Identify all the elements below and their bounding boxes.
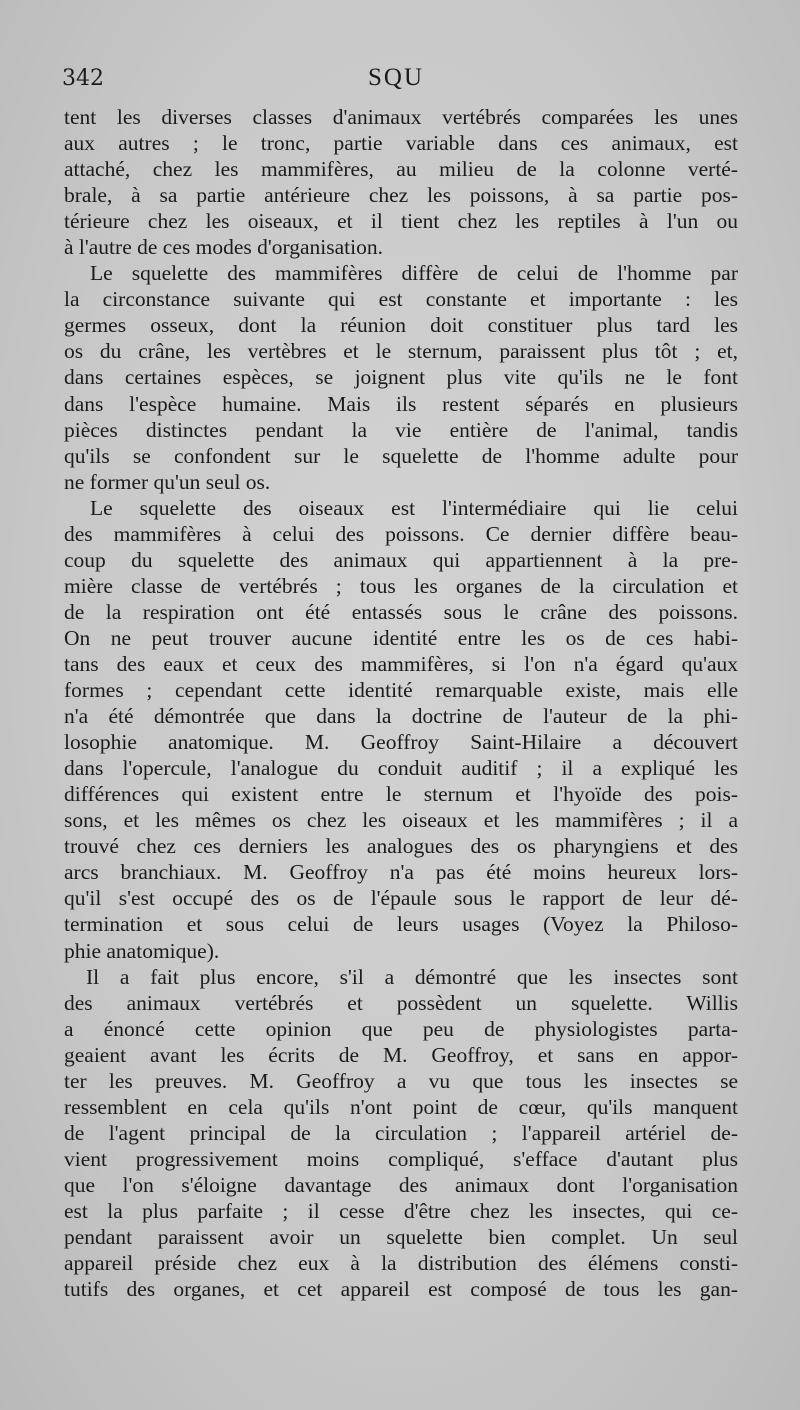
text-line: Le squelette des oiseaux est l'intermédiaire qui lie celui bbox=[90, 495, 738, 520]
text-line: Le squelette des mammifères diffère de celui de l'homme par bbox=[90, 261, 738, 286]
text-line: de la respiration ont été entassés sous le crâne des poissons. bbox=[64, 599, 738, 624]
text-line: tutifs des organes, et cet appareil est composé de tous les gan- bbox=[64, 1277, 738, 1302]
text-line: Il a fait plus encore, s'il a démontré que les insectes sont bbox=[86, 964, 738, 989]
text-line: que l'on s'éloigne davantage des animaux dont l'organisation bbox=[64, 1172, 738, 1197]
text-line: arcs branchiaux. M. Geoffroy n'a pas été moins heureux lors- bbox=[64, 860, 738, 885]
text-line: On ne peut trouver aucune identité entre les os de ces habi- bbox=[64, 625, 738, 650]
text-line: coup du squelette des animaux qui appartiennent à la pre- bbox=[64, 547, 738, 572]
text-line: losophie anatomique. M. Geoffroy Saint-Hilaire a découvert bbox=[64, 730, 738, 755]
text-line: ter les preuves. M. Geoffroy a vu que tous les insectes se bbox=[64, 1068, 738, 1093]
text-line: termination et sous celui de leurs usages (Voyez la Philoso- bbox=[64, 912, 738, 937]
text-line: est la plus parfaite ; il cesse d'être chez les insectes, qui ce- bbox=[64, 1198, 738, 1223]
text-line: n'a été démontrée que dans la doctrine de l'auteur de la phi- bbox=[64, 704, 738, 729]
text-line: pièces distinctes pendant la vie entière de l'animal, tandis bbox=[64, 417, 738, 442]
text-line: différences qui existent entre le sternum et l'hyoïde des pois- bbox=[64, 782, 738, 807]
text-line: dans certaines espèces, se joignent plus vite qu'ils ne le font bbox=[64, 365, 738, 390]
text-line: vient progressivement moins compliqué, s'efface d'autant plus bbox=[64, 1146, 738, 1171]
text-line: qu'ils se confondent sur le squelette de l'homme adulte pour bbox=[64, 443, 738, 468]
text-line: à l'autre de ces modes d'organisation. bbox=[64, 235, 384, 260]
text-line: aux autres ; le tronc, partie variable dans ces animaux, est bbox=[64, 131, 738, 156]
text-line: geaient avant les écrits de M. Geoffroy, et sans en appor- bbox=[64, 1042, 738, 1067]
text-line: la circonstance suivante qui est constante et importante : les bbox=[64, 287, 738, 312]
text-line: attaché, chez les mammifères, au milieu de la colonne verté- bbox=[64, 157, 738, 182]
text-line: a énoncé cette opinion que peu de physiologistes parta- bbox=[64, 1016, 738, 1041]
text-line: tans des eaux et ceux des mammifères, si l'on n'a égard qu'aux bbox=[64, 651, 738, 676]
text-line: trouvé chez ces derniers les analogues des os pharyngiens et des bbox=[64, 834, 738, 859]
text-line: formes ; cependant cette identité remarquable existe, mais elle bbox=[64, 678, 738, 703]
text-line: dans l'espèce humaine. Mais ils restent séparés en plusieurs bbox=[64, 391, 738, 416]
page-number: 342 bbox=[62, 66, 104, 91]
text-line: ne former qu'un seul os. bbox=[64, 469, 271, 494]
text-line: de l'agent principal de la circulation ; l'appareil artériel de- bbox=[64, 1120, 738, 1145]
text-line: qu'il s'est occupé des os de l'épaule sous le rapport de leur dé- bbox=[64, 886, 738, 911]
text-line: appareil préside chez eux à la distribution des élémens consti- bbox=[64, 1251, 738, 1276]
body-text bbox=[64, 104, 738, 1302]
text-line: des mammifères à celui des poissons. Ce dernier diffère beau- bbox=[64, 521, 738, 546]
text-line: ressemblent en cela qu'ils n'ont point de cœur, qu'ils manquent bbox=[64, 1094, 738, 1119]
text-line: brale, à sa partie antérieure chez les poissons, à sa partie pos- bbox=[64, 183, 738, 208]
text-line: des animaux vertébrés et possèdent un squelette. Willis bbox=[64, 990, 738, 1015]
text-line: mière classe de vertébrés ; tous les organes de la circulation et bbox=[64, 573, 738, 598]
text-line: phie anatomique). bbox=[64, 938, 220, 963]
text-line: tent les diverses classes d'animaux vertébrés comparées les unes bbox=[64, 105, 738, 129]
text-line: térieure chez les oiseaux, et il tient chez les reptiles à l'un ou bbox=[64, 209, 738, 234]
running-head: SQU bbox=[368, 64, 425, 91]
text-line: dans l'opercule, l'analogue du conduit auditif ; il a expliqué les bbox=[64, 756, 738, 781]
text-line: os du crâne, les vertèbres et le sternum, paraissent plus tôt ; et, bbox=[64, 339, 738, 364]
page-header bbox=[62, 66, 752, 100]
text-line: germes osseux, dont la réunion doit constituer plus tard les bbox=[64, 313, 738, 338]
text-line: pendant paraissent avoir un squelette bien complet. Un seul bbox=[64, 1225, 738, 1250]
text-line: sons, et les mêmes os chez les oiseaux et les mammifères ; il a bbox=[64, 808, 738, 833]
